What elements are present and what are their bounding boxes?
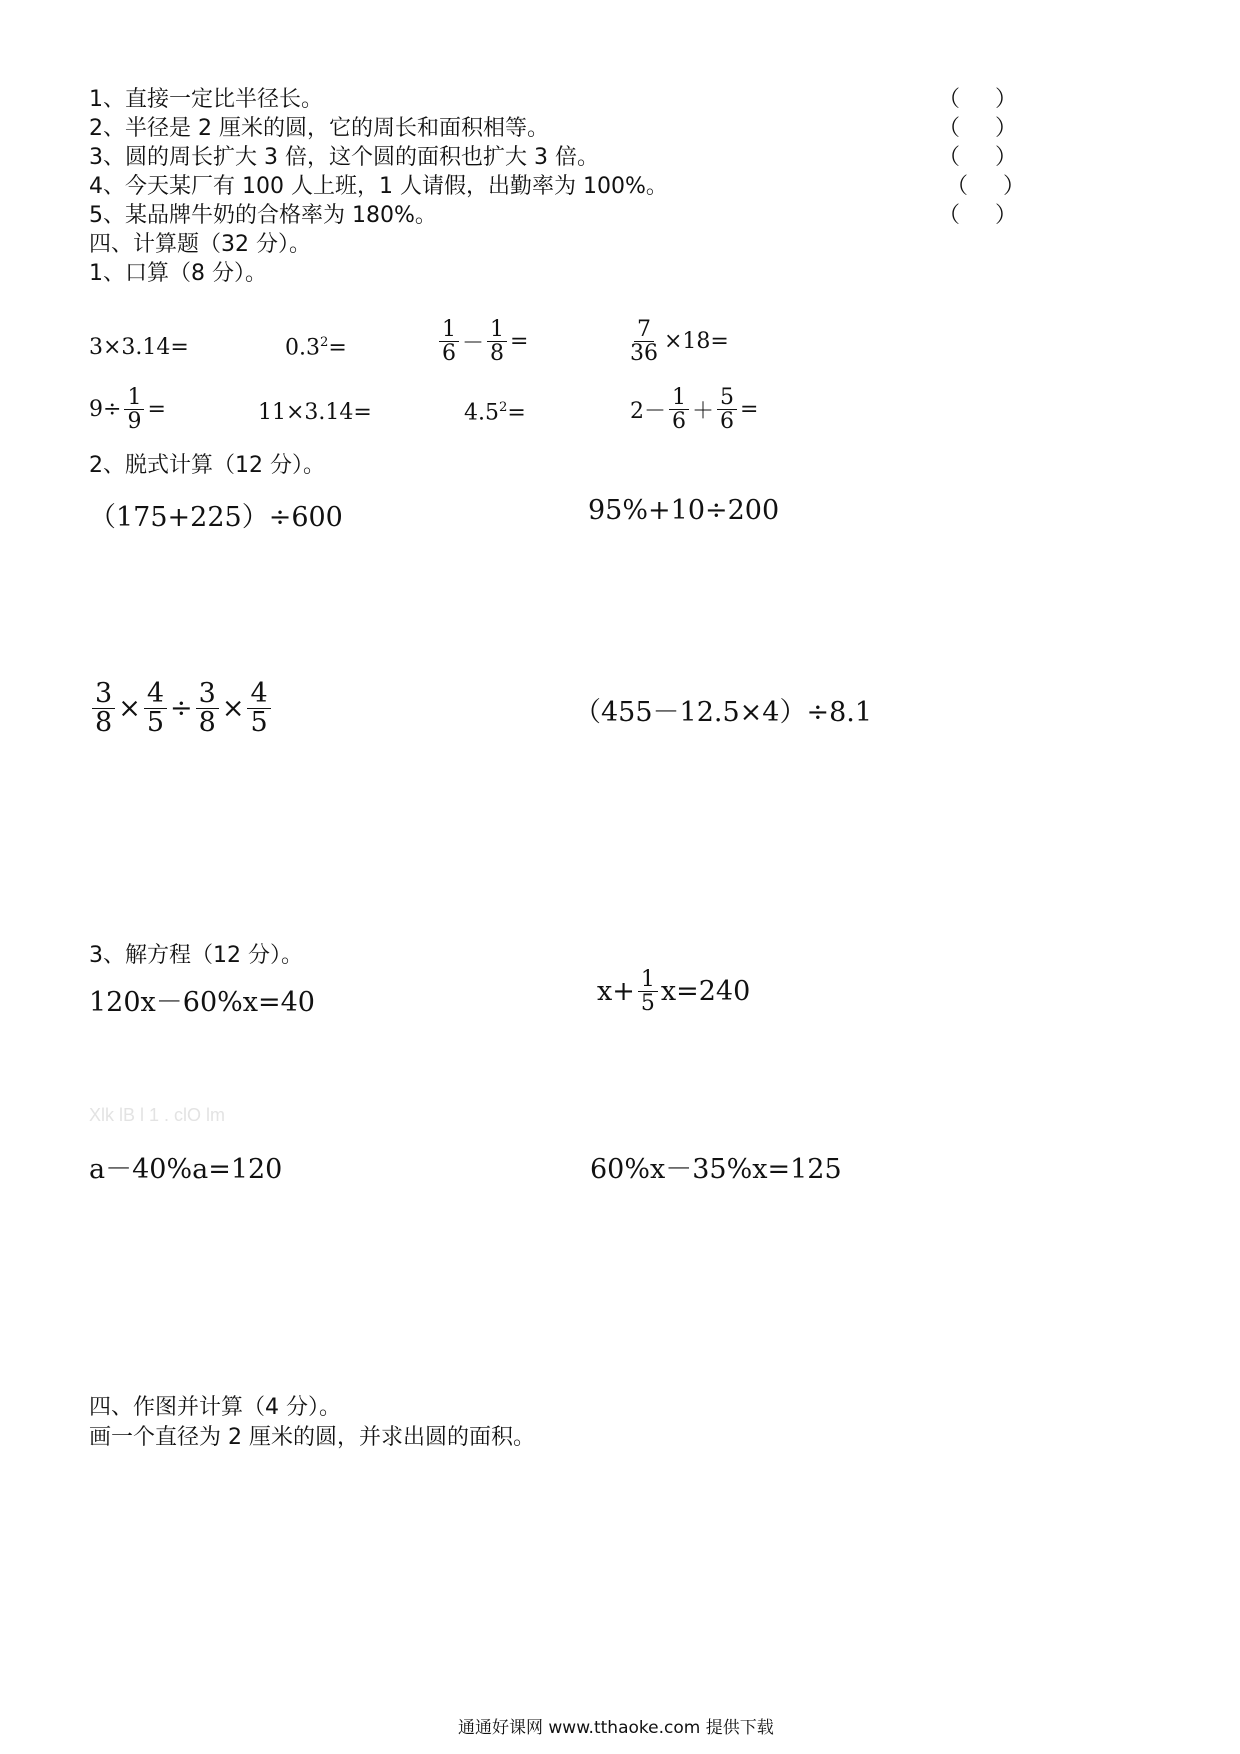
answer-blank-4[interactable]: （ ） bbox=[946, 174, 1039, 199]
equations-title: 3、解方程（12 分）。 bbox=[89, 943, 303, 968]
answer-blank-3[interactable]: （ ） bbox=[938, 145, 1031, 170]
fraction: $\frac{5}{6}$ bbox=[717, 386, 737, 433]
judgement-item-4: 4、今天某厂有 100 人上班，1 人请假，出勤率为 100%。 bbox=[89, 174, 668, 199]
oral-3: $\frac{1}{6}$ － $\frac{1}{8}$ = bbox=[436, 318, 528, 365]
oral-calc-title: 1、口算（8 分）。 bbox=[89, 261, 267, 286]
fraction: $\frac{1}{6}$ bbox=[669, 386, 689, 433]
judgement-item-5: 5、某品牌牛奶的合格率为 180%。 bbox=[89, 203, 437, 228]
drawing-section-title: 四、作图并计算（4 分）。 bbox=[89, 1395, 341, 1420]
equation-2: x+ $\frac{1}{5}$ x=240 bbox=[597, 967, 751, 1017]
equation-3: a－40%a=120 bbox=[89, 1154, 283, 1185]
drawing-task: 画一个直径为 2 厘米的圆，并求出圆的面积。 bbox=[89, 1425, 535, 1450]
oral-4: $\frac{7}{36}$ ×18= bbox=[624, 318, 729, 365]
detach-problem-2: 95%+10÷200 bbox=[588, 495, 780, 526]
oral-6: 11×3.14= bbox=[258, 400, 372, 425]
answer-blank-2[interactable]: （ ） bbox=[938, 116, 1031, 141]
detach-problem-4: （455－12.5×4）÷8.1 bbox=[574, 697, 873, 728]
equation-4: 60%x－35%x=125 bbox=[590, 1154, 842, 1185]
answer-blank-1[interactable]: （ ） bbox=[938, 87, 1031, 112]
oral-7: $4.5^2=$ bbox=[464, 400, 526, 426]
watermark: Xlk lB l 1 . clO lm bbox=[89, 1105, 226, 1125]
detach-problem-3: $\frac{3}{8}$ × $\frac{4}{5}$ ÷ $\frac{3}{8}$ × $\frac{4}{5}$ bbox=[89, 680, 274, 738]
oral-5: 9÷ $\frac{1}{9}$ = bbox=[89, 385, 166, 435]
section-title-calc: 四、计算题（32 分）。 bbox=[89, 232, 311, 257]
equation-1: 120x－60%x=40 bbox=[89, 987, 315, 1018]
fraction: $\frac{4}{5}$ bbox=[247, 680, 270, 738]
oral-1: 3×3.14= bbox=[89, 335, 189, 360]
fraction: $\frac{1}{6}$ bbox=[439, 318, 459, 365]
fraction: $\frac{1}{5}$ bbox=[638, 968, 658, 1015]
oral-8: 2－ $\frac{1}{6}$ ＋ $\frac{5}{6}$ = bbox=[630, 385, 759, 435]
fraction: $\frac{7}{36}$ bbox=[630, 317, 658, 367]
page-footer: 通通好课网 www.tthaoke.com 提供下载 bbox=[458, 1718, 774, 1738]
fraction: $\frac{4}{5}$ bbox=[144, 680, 167, 738]
judgement-item-3: 3、圆的周长扩大 3 倍，这个圆的面积也扩大 3 倍。 bbox=[89, 145, 599, 170]
fraction: $\frac{3}{8}$ bbox=[196, 680, 219, 738]
judgement-item-2: 2、半径是 2 厘米的圆，它的周长和面积相等。 bbox=[89, 116, 549, 141]
detach-calc-title: 2、脱式计算（12 分）。 bbox=[89, 453, 325, 478]
oral-2: $0.3^2=$ bbox=[285, 335, 347, 361]
fraction: $\frac{1}{8}$ bbox=[487, 318, 507, 365]
detach-problem-1: （175+225）÷600 bbox=[89, 502, 343, 533]
judgement-item-1: 1、直接一定比半径长。 bbox=[89, 87, 323, 112]
answer-blank-5[interactable]: （ ） bbox=[938, 203, 1031, 228]
fraction: $\frac{3}{8}$ bbox=[92, 680, 115, 738]
fraction: $\frac{1}{9}$ bbox=[124, 386, 144, 433]
